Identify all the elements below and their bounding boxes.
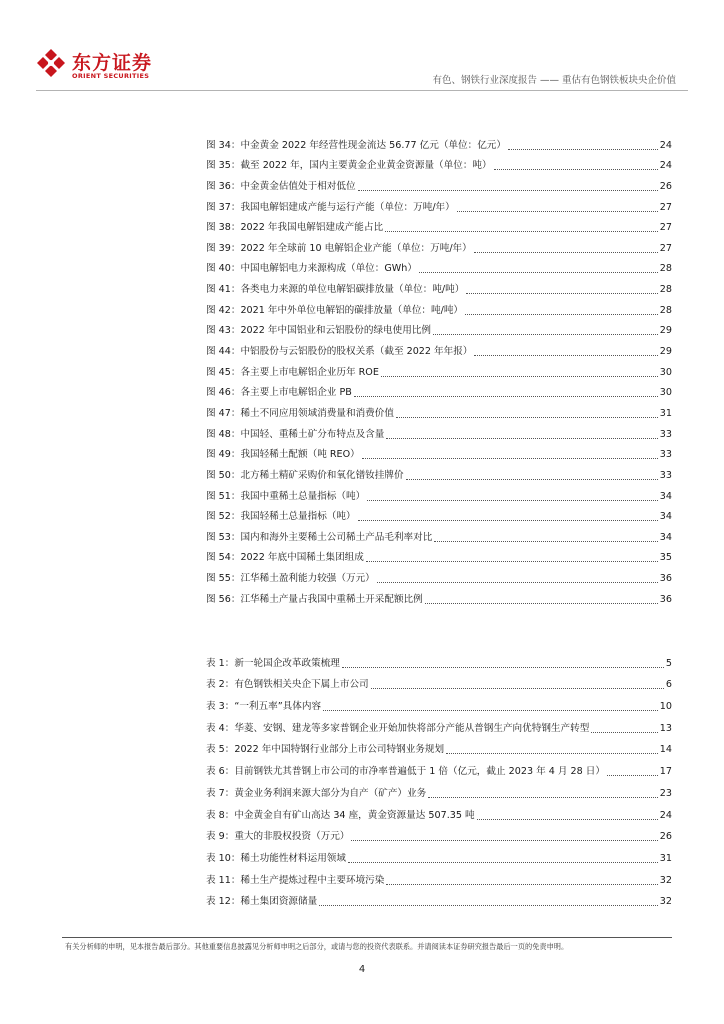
figure-entry-label: 图 43： [206,325,241,337]
figure-entry-label: 图 45： [206,366,241,378]
figure-entry-page[interactable]: 26 [659,180,672,192]
header-divider [36,90,688,91]
figure-entry[interactable] [206,585,672,606]
figure-entry-page[interactable]: 28 [659,284,672,296]
figure-entry-title[interactable]: 我国轻稀土配额（吨 REO） [240,449,360,461]
figure-entry-label: 图 34： [206,139,241,151]
footer-disclaimer: 有关分析师的申明，见本报告最后部分。其他重要信息披露见分析师申明之后部分，或请与您的投资代表联系。并请阅读本证券研究报告最后一页的免责申明。 [65,942,569,951]
leader-dots [477,818,658,820]
leader-dots [348,861,658,863]
table-entry-page[interactable]: 13 [659,722,672,734]
table-entry-page[interactable]: 31 [659,852,672,864]
table-entry-label: 表 3： [206,701,235,713]
figure-entry-page[interactable]: 30 [659,387,672,399]
figure-entry-label: 图 37： [206,201,241,213]
figure-entry[interactable] [206,317,672,338]
leader-dots [319,904,658,906]
table-entry-page[interactable]: 14 [659,744,672,756]
table-entry-label: 表 11： [206,874,241,886]
table-entry-title[interactable]: 中金黄金自有矿山高达 34 座，黄金资源量达 507.35 吨 [234,809,475,821]
table-entry[interactable] [206,865,672,887]
table-entry-title[interactable]: 华菱、安钢、建龙等多家普钢企业开始加快将部分产能从普钢生产向优特钢生产转型 [234,722,590,734]
leader-dots [371,687,664,689]
figure-entry[interactable] [206,214,672,235]
figure-entry-page[interactable]: 28 [659,304,672,316]
leader-dots [358,519,658,521]
table-entry-label: 表 4： [206,722,235,734]
figure-entry[interactable] [206,358,672,379]
leader-dots [607,774,658,776]
leader-dots [434,540,657,542]
table-entry-label: 表 8： [206,809,235,821]
figure-entry-page[interactable]: 24 [659,139,672,151]
figure-entry-title[interactable]: 江华稀土盈利能力较强（万元） [240,573,375,585]
figure-entry[interactable] [206,379,672,400]
figure-entry-page[interactable]: 27 [659,201,672,213]
page-number: 4 [358,964,366,975]
figure-entry-label: 图 40： [206,263,241,275]
table-entry-title[interactable]: 稀土集团资源储量 [240,896,318,908]
table-list [206,648,672,908]
figure-entry-label: 图 53： [206,531,241,543]
figure-entry-label: 图 46： [206,387,241,399]
figure-entry-label: 图 38： [206,222,241,234]
leader-dots [351,839,657,841]
figure-entry-label: 图 50： [206,469,241,481]
leader-dots [591,731,657,733]
figure-entry-label: 图 41： [206,284,241,296]
figure-entry-page[interactable]: 33 [659,428,672,440]
figure-entry-page[interactable]: 36 [659,573,672,585]
leader-dots [396,416,658,418]
report-title: 有色、钢铁行业深度报告 —— 重估有色钢铁板块央企价值 [432,75,676,86]
figure-entry-title[interactable]: 我国中重稀土总量指标（吨） [240,490,366,502]
leader-dots [386,437,657,439]
figure-entry-label: 图 52： [206,511,241,523]
figure-entry-title[interactable]: 2022 年底中国稀土集团组成 [240,552,364,564]
leader-dots [466,292,657,294]
table-entry[interactable] [206,713,672,735]
table-entry-label: 表 10： [206,852,241,864]
table-entry-label: 表 12： [206,896,241,908]
leader-dots [323,709,658,711]
table-entry-page[interactable]: 5 [665,657,672,669]
figure-entry[interactable] [206,152,672,173]
table-entry-title[interactable]: 2022 年中国特钢行业部分上市公司特钢业务规划 [234,744,445,756]
figure-entry[interactable] [206,523,672,544]
table-entry-page[interactable]: 26 [659,831,672,843]
figure-entry[interactable] [206,399,672,420]
figure-entry-page[interactable]: 30 [659,366,672,378]
figure-entry-title[interactable]: 各主要上市电解铝企业 PB [240,387,352,399]
figure-entry-label: 图 35： [206,160,241,172]
figure-entry-title[interactable]: 国内和海外主要稀土公司稀土产品毛利率对比 [240,531,433,543]
figure-entry-title[interactable]: 中金黄金 2022 年经营性现金流达 56.77 亿元（单位：亿元） [240,139,506,151]
figure-entry-title[interactable]: 2022 年中国铝业和云铝股份的绿电使用比例 [240,325,432,337]
figure-entry-label: 图 49： [206,449,241,461]
figure-entry-title[interactable]: 中国电解铝电力来源构成（单位：GWh） [240,263,417,275]
leader-dots [419,271,658,273]
figure-entry-title[interactable]: 江华稀土产量占我国中重稀土开采配额比例 [240,593,423,605]
leader-dots [425,602,658,604]
leader-dots [457,210,658,212]
table-entry-page[interactable]: 10 [659,701,672,713]
leader-dots [494,168,658,170]
table-entry-page[interactable]: 32 [659,896,672,908]
figure-entry-title[interactable]: 2021 年中外单位电解铝的碳排放量（单位：吨/吨） [240,304,464,316]
figure-entry-page[interactable]: 34 [659,531,672,543]
figure-entry[interactable] [206,172,672,193]
figure-entry-title[interactable]: 稀土不同应用领域消费量和消费价值 [240,407,394,419]
leader-dots [465,313,658,315]
figure-entry[interactable] [206,337,672,358]
figure-entry-page[interactable]: 31 [659,407,672,419]
figure-entry-page[interactable]: 34 [659,511,672,523]
table-entry[interactable] [206,670,672,692]
figure-entry-title[interactable]: 我国轻稀土总量指标（吨） [240,511,356,523]
table-entry[interactable] [206,756,672,778]
figure-entry-page[interactable]: 27 [659,242,672,254]
figure-entry-page[interactable]: 33 [659,449,672,461]
figure-entry-title[interactable]: 截至 2022 年，国内主要黄金企业黄金资源量（单位：吨） [240,160,492,172]
brand-name-en: ORIENT SECURITIES [72,72,150,80]
leader-dots [446,752,658,754]
figure-entry-title[interactable]: 中铝股份与云铝股份的股权关系（截至 2022 年年报） [240,346,473,358]
leader-dots [386,883,657,885]
table-entry[interactable] [206,843,672,865]
figure-entry-label: 图 44： [206,346,241,358]
table-entry-label: 表 1： [206,657,235,669]
table-entry-page[interactable]: 24 [659,809,672,821]
table-entry-title[interactable]: 黄金业务利润来源大部分为自产（矿产）业务 [234,787,427,799]
figure-entry-title[interactable]: 各类电力来源的单位电解铝碳排放量（单位：吨/吨） [240,284,465,296]
figure-entry-title[interactable]: 中金黄金估值处于相对低位 [240,180,356,192]
figure-entry-page[interactable]: 35 [659,552,672,564]
figure-entry-label: 图 56： [206,593,241,605]
figure-entry-label: 图 47： [206,407,241,419]
figure-entry[interactable] [206,234,672,255]
leader-dots [385,230,658,232]
figure-list [206,131,672,606]
figure-entry-label: 图 54： [206,552,241,564]
figure-entry-label: 图 55： [206,573,241,585]
table-entry-title[interactable]: 新一轮国企改革政策梳理 [234,657,340,669]
figure-entry-title[interactable]: 中国轻、重稀土矿分布特点及含量 [240,428,385,440]
leader-dots [377,581,658,583]
leader-dots [428,796,658,798]
figure-entry[interactable] [206,564,672,585]
leader-dots [342,666,664,668]
leader-dots [433,333,658,335]
table-entry-page[interactable]: 23 [659,787,672,799]
table-entry-page[interactable]: 17 [659,766,672,778]
figure-entry[interactable] [206,255,672,276]
leader-dots [362,457,658,459]
figure-entry-page[interactable]: 29 [659,325,672,337]
figure-entry-label: 图 51： [206,490,241,502]
figure-entry-page[interactable]: 33 [659,469,672,481]
figure-entry-title[interactable]: 2022 年我国电解铝建成产能占比 [240,222,384,234]
figure-entry[interactable] [206,544,672,565]
leader-dots [354,395,658,397]
table-entry-title[interactable]: 有色钢铁相关央企下属上市公司 [234,679,369,691]
table-entry-title[interactable]: 稀土功能性材料运用领域 [240,852,346,864]
figure-entry[interactable] [206,275,672,296]
table-entry[interactable] [206,648,672,670]
figure-entry-page[interactable]: 27 [659,222,672,234]
figure-entry-title[interactable]: 各主要上市电解铝企业历年 ROE [240,366,379,378]
table-entry-title[interactable]: 稀土生产提炼过程中主要环境污染 [240,874,385,886]
table-entry[interactable] [206,800,672,822]
table-entry-page[interactable]: 6 [665,679,672,691]
figure-entry-label: 图 36： [206,180,241,192]
figure-entry[interactable] [206,420,672,441]
figure-entry-page[interactable]: 34 [659,490,672,502]
table-entry-label: 表 9： [206,831,235,843]
figure-entry[interactable] [206,441,672,462]
figure-entry[interactable] [206,131,672,152]
figure-entry[interactable] [206,193,672,214]
figure-entry-label: 图 39： [206,242,241,254]
brand-name-cn: 东方证券 [72,52,153,74]
table-entry-label: 表 7： [206,787,235,799]
page-header [0,0,724,100]
figure-entry[interactable] [206,461,672,482]
figure-entry-page[interactable]: 24 [659,160,672,172]
leader-dots [358,189,658,191]
figure-entry[interactable] [206,296,672,317]
figure-entry-title[interactable]: 北方稀土精矿采购价和氧化镨钕挂牌价 [240,469,404,481]
figure-entry-label: 图 42： [206,304,241,316]
figure-entry-page[interactable]: 29 [659,346,672,358]
footer-divider [62,937,672,938]
table-entry-title[interactable]: “一利五率”具体内容 [234,701,322,713]
table-entry[interactable] [206,691,672,713]
figure-entry[interactable] [206,482,672,503]
leader-dots [508,148,658,150]
table-entry-title[interactable]: 目前钢铁尤其普钢上市公司的市净率普遍低于 1 倍（亿元，截止 2023 年 4 月 28 日） [234,766,605,778]
company-logo [36,48,166,84]
leader-dots [406,478,658,480]
figure-entry[interactable] [206,503,672,524]
figure-entry-page[interactable]: 36 [659,593,672,605]
table-entry-label: 表 6： [206,766,235,778]
leader-dots [367,499,658,501]
figure-entry-page[interactable]: 28 [659,263,672,275]
leader-dots [366,560,658,562]
table-entry[interactable] [206,778,672,800]
figure-entry-title[interactable]: 我国电解铝建成产能与运行产能（单位：万吨/年） [240,201,455,213]
figure-entry-title[interactable]: 2022 年全球前 10 电解铝企业产能（单位：万吨/年） [240,242,472,254]
leader-dots [381,375,658,377]
leader-dots [474,354,657,356]
table-entry-title[interactable]: 重大的非股权投资（万元） [234,831,350,843]
table-entry[interactable] [206,887,672,909]
table-entry-label: 表 5： [206,744,235,756]
figure-entry-label: 图 48： [206,428,241,440]
table-entry-page[interactable]: 32 [659,874,672,886]
orient-logo-icon [36,48,66,78]
leader-dots [474,251,658,253]
table-entry[interactable] [206,822,672,844]
table-entry[interactable] [206,735,672,757]
table-entry-label: 表 2： [206,679,235,691]
